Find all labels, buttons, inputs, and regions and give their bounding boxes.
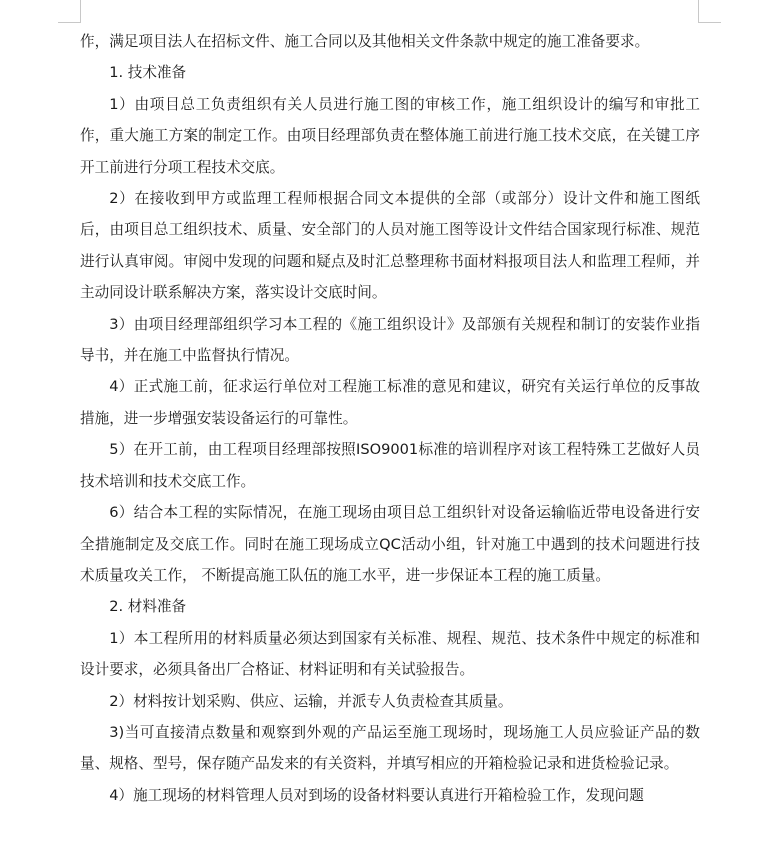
crop-mark-left — [80, 0, 81, 22]
paragraph: 2）在接收到甲方或监理工程师根据合同文本提供的全部（或部分）设计文件和施工图纸后，由项目总工组织技术、质量、安全部门的人员对施工图等设计文件结合国家现行标准、规范进行认真审阅。审阅中发现的问题和疑点及时汇总整理称书面材料报项目法人和监理工程师，并主动同设计联系解决方案，落实设计交底时间。 — [80, 190, 700, 302]
section-heading-material: 2. 材料准备 — [109, 598, 187, 616]
section-heading-technical: 1. 技术准备 — [109, 64, 187, 82]
paragraph: 1）本工程所用的材料质量必须达到国家有关标准、规程、规范、技术条件中规定的标准和设计要求，必须具备出厂合格证、材料证明和有关试验报告。 — [80, 629, 700, 679]
document-body — [80, 26, 700, 811]
paragraph: 3）由项目经理部组织学习本工程的《施工组织设计》及部颁有关规程和制订的安装作业指导书，并在施工中监督执行情况。 — [80, 315, 700, 365]
paragraph-continued: 作，满足项目法人在招标文件、施工合同以及其他相关文件条款中规定的施工准备要求。 — [80, 33, 650, 50]
paragraph: 1）由项目总工负责组织有关人员进行施工图的审核工作，施工组织设计的编写和审批工作，重大施工方案的制定工作。由项目经理部负责在整体施工前进行施工技术交底，在关键工序开工前进行分项工程技术交底。 — [80, 95, 700, 176]
paragraph: 2）材料按计划采购、供应、运输，并派专人负责检查其质量。 — [109, 692, 513, 710]
paragraph: 3)当可直接清点数量和观察到外观的产品运至施工现场时，现场施工人员应验证产品的数量、规格、型号，保存随产品发来的有关资料，并填写相应的开箱检验记录和进货检验记录。 — [80, 723, 700, 773]
crop-mark-right — [698, 0, 699, 22]
paragraph: 5）在开工前，由工程项目经理部按照ISO9001标准的培训程序对该工程特殊工艺做好人员技术培训和技术交底工作。 — [80, 441, 700, 490]
paragraph: 4）施工现场的材料管理人员对到场的设备材料要认真进行开箱检验工作，发现问题 — [109, 786, 644, 804]
paragraph: 4）正式施工前，征求运行单位对工程施工标准的意见和建议，研究有关运行单位的反事故措施，进一步增强安装设备运行的可靠性。 — [80, 378, 700, 427]
crop-mark-right-h — [698, 22, 721, 23]
paragraph: 6）结合本工程的实际情况，在施工现场由项目总工组织针对设备运输临近带电设备进行安全措施制定及交底工作。同时在施工现场成立QC活动小组，针对施工中遇到的技术问题进行技术质量攻关工作， 不断提高施工队伍的施工水平，进一步保证本工程的施工质量。 — [80, 504, 700, 584]
crop-mark-left-h — [58, 22, 81, 23]
